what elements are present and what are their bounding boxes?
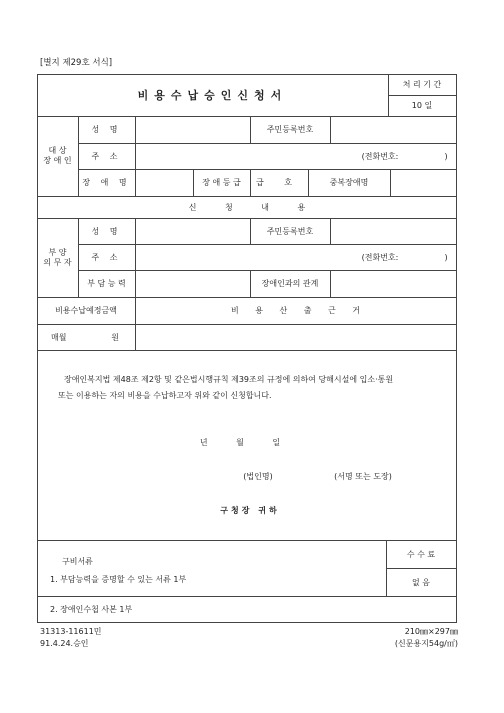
paper-size: 210㎜×297㎜ [404, 627, 458, 636]
guardian-phone-field[interactable] [410, 244, 440, 270]
disabled-phone-close: ) [444, 151, 448, 161]
form-number-label: [별지 제29호 서식] [40, 58, 113, 68]
disabled-name-label: 성 명 [91, 125, 122, 134]
guardian-relation-field[interactable] [330, 270, 456, 297]
guardian-name-field[interactable] [135, 218, 250, 244]
disabled-person-group-line1: 대 상 [48, 146, 67, 155]
approval-date: 91.4.24.승인 [40, 639, 89, 648]
multiple-disability-label: 중복장애명 [329, 178, 369, 187]
statement-line-1: 장애인복지법 제48조 제2항 및 같은법시행규칙 제39조의 규정에 의하여 당해시설에 입소·통원 [64, 375, 394, 384]
application-statement [58, 372, 464, 404]
fee-value: 없 음 [412, 577, 430, 587]
corporation-name-label: (법인명) [243, 471, 273, 481]
disabled-id-label: 주민등록번호 [266, 125, 314, 134]
guardian-address-label: 주 소 [91, 252, 122, 262]
guardian-phone-close: ) [444, 252, 448, 262]
disabled-address-label: 주 소 [91, 151, 122, 161]
addressee: 구청장 귀하 [220, 505, 280, 515]
processing-period-label: 처 리 기 간 [402, 80, 442, 89]
form-code: 31313-11611민 [40, 627, 102, 636]
guardian-id-field[interactable] [330, 218, 456, 244]
fee-label: 수 수 료 [406, 549, 436, 559]
expected-amount-label: 비용수납예정금액 [55, 306, 117, 315]
guardian-group-label [37, 218, 78, 297]
disabled-name-field[interactable] [135, 116, 250, 143]
disabled-id-field[interactable] [330, 116, 456, 143]
guardian-ability-label: 부 담 능 력 [87, 279, 126, 288]
guardian-relation-label: 장애인과의 관계 [261, 279, 319, 288]
disability-name-field[interactable] [135, 169, 193, 196]
form-title: 비용수납승인신청서 [137, 89, 288, 102]
guardian-name-label: 성 명 [91, 226, 122, 236]
guardian-address-field[interactable] [135, 244, 345, 270]
document-item-1: 1. 부담능력을 증명할 수 있는 서류 1부 [50, 575, 187, 584]
disabled-phone-label: (전화번호: [361, 151, 399, 161]
document-item-2: 2. 장애인수첩 사본 1부 [50, 605, 133, 614]
guardian-phone-label: (전화번호: [361, 252, 399, 262]
cost-basis-label: 비 용 산 출 근 거 [230, 306, 361, 315]
monthly-label: 매월 [51, 332, 67, 342]
paper-type: (신문용지54g/㎡) [394, 639, 458, 648]
guardian-group-line1: 부 양 [48, 247, 67, 257]
disability-grade-unit: 급 호 [256, 178, 292, 187]
disability-grade-label: 장 애 등 급 [202, 178, 241, 187]
documents-heading: 구비서류 [62, 557, 93, 566]
monthly-amount[interactable] [37, 324, 135, 350]
processing-period-value: 10 일 [411, 101, 433, 110]
disabled-address-field[interactable] [135, 143, 345, 169]
cost-basis-field[interactable] [135, 324, 456, 350]
disabled-person-group-label [37, 116, 78, 196]
won-label: 원 [111, 332, 119, 342]
disability-name-label: 장 애 명 [82, 178, 131, 187]
disabled-person-group-line2: 장 애 인 [43, 156, 72, 165]
signature-label[interactable]: (서명 또는 도장) [334, 471, 392, 481]
statement-line-2: 또는 이용하는 자의 비용을 수납하고자 위와 같이 신청합니다. [58, 391, 272, 400]
application-date[interactable]: 년 월 일 [199, 437, 281, 447]
guardian-id-label: 주민등록번호 [266, 226, 314, 236]
application-content-header: 신 청 내 용 [188, 202, 306, 212]
multiple-disability-field[interactable] [390, 169, 456, 196]
disabled-phone-field[interactable] [410, 143, 440, 169]
guardian-ability-field[interactable] [135, 270, 250, 297]
guardian-group-line2: 의 무 자 [43, 257, 72, 267]
